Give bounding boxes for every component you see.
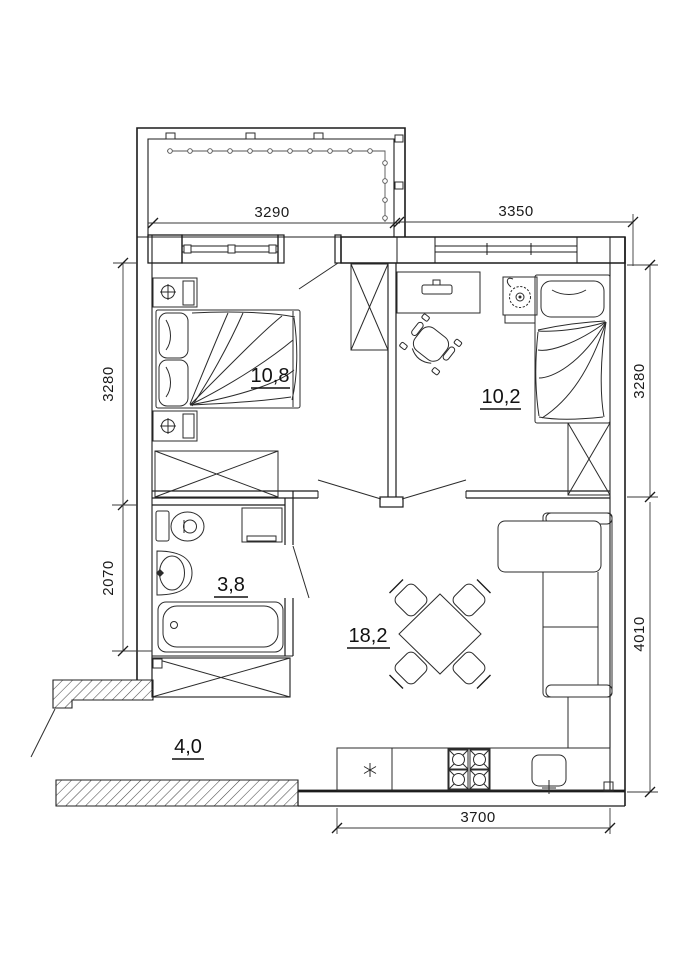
dim-bottom [332,808,615,834]
office-chair [399,313,462,375]
svg-text:3280: 3280 [100,366,117,402]
single-bed [535,275,610,423]
dim-left-lower [100,505,152,656]
svg-text:3350: 3350 [498,203,534,220]
storage-closet [152,658,290,697]
fridge [364,763,376,777]
bedroom2-top-wall [341,237,625,263]
entry-door-leaf [31,709,55,757]
dining-table [399,594,481,674]
balcony-door-leaf [299,263,338,289]
living-kitchen [337,513,613,794]
desk [397,272,480,313]
dim-top-left [148,204,400,228]
bathroom [156,508,283,652]
svg-text:3290: 3290 [254,204,290,221]
dim-left-upper [100,258,137,510]
bathtub [158,602,283,652]
bedroom1-door-leaf [318,480,381,499]
nightstand-bottom [153,411,197,441]
living-area-label: 18,2 [348,625,388,647]
nightstand-fan [503,277,537,323]
sofa [498,513,612,697]
bedroom-1 [153,264,388,497]
bathroom-area-label: 3,8 [217,574,245,596]
bedroom1-area-label: 10,8 [250,365,290,387]
toilet [156,511,204,541]
svg-text:2070: 2070 [100,560,117,596]
washing-machine [242,508,282,542]
double-bed [156,310,300,408]
entry-walls [31,680,298,806]
svg-text:3700: 3700 [460,809,496,826]
dim-right-upper [627,260,658,502]
bedroom2-area-label: 10,2 [481,386,521,408]
wardrobe-tall [351,264,388,350]
wardrobe-bedroom1 [155,451,278,497]
window-bedroom2 [435,243,577,255]
svg-text:3280: 3280 [631,363,648,399]
bedroom2-door-leaf [402,480,466,499]
bottom-wall [298,791,625,806]
dim-top-right [394,203,638,266]
kitchen-counter [337,697,613,794]
central-wall [318,263,466,507]
svg-text:4010: 4010 [631,616,648,652]
window-bedroom1 [182,235,278,263]
dim-right-lower [627,502,658,797]
walls [31,128,625,806]
bedroom-2 [397,272,610,495]
bedroom1-top-wall [148,235,341,289]
bathroom-door-leaf [293,546,309,598]
kitchen-sink [532,755,566,794]
nightstand-top [153,278,197,307]
wardrobe-bedroom2 [568,423,610,495]
stove [448,749,490,789]
hallway [172,736,204,759]
hallway-area-label: 4,0 [174,736,202,758]
bathroom-sink [156,551,192,595]
